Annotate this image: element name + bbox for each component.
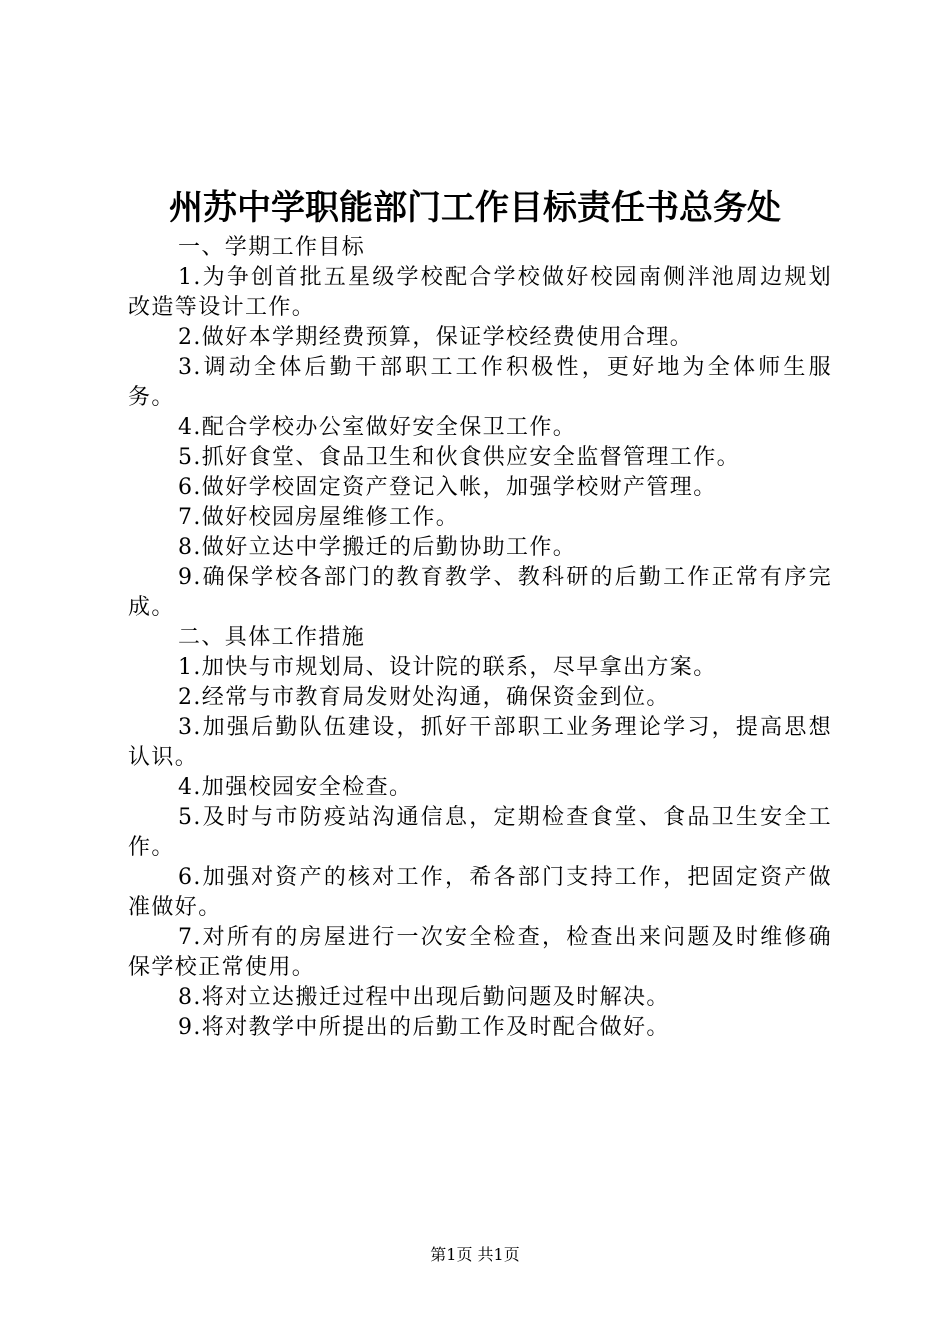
measure-item-2: 2.经常与市教育局发财处沟通，确保资金到位。 <box>178 685 670 710</box>
section-heading-measures: 二、具体工作措施 <box>178 625 366 650</box>
goal-item-9: 9.确保学校各部门的教育教学、教科研的后勤工作正常有序完成。 <box>128 565 832 620</box>
measure-item-7: 7.对所有的房屋进行一次安全检查，检查出来问题及时维修确保学校正常使用。 <box>128 925 832 980</box>
goal-item-4: 4.配合学校办公室做好安全保卫工作。 <box>178 415 577 440</box>
measure-item-3: 3.加强后勤队伍建设，抓好干部职工业务理论学习，提高思想认识。 <box>128 715 832 770</box>
measure-item-9: 9.将对教学中所提出的后勤工作及时配合做好。 <box>178 1015 670 1040</box>
measure-item-4: 4.加强校园安全检查。 <box>178 775 413 800</box>
goal-item-8: 8.做好立达中学搬迁的后勤协助工作。 <box>178 535 577 560</box>
goal-item-3: 3.调动全体后勤干部职工工作积极性，更好地为全体师生服务。 <box>128 355 832 410</box>
measure-item-5: 5.及时与市防疫站沟通信息，定期检查食堂、食品卫生安全工作。 <box>128 805 832 860</box>
measure-item-6: 6.加强对资产的核对工作，希各部门支持工作，把固定资产做准做好。 <box>128 865 832 920</box>
measure-item-1: 1.加快与市规划局、设计院的联系，尽早拿出方案。 <box>178 655 717 680</box>
section-heading-semester-goals: 一、学期工作目标 <box>178 235 366 260</box>
goal-item-5: 5.抓好食堂、食品卫生和伙食供应安全监督管理工作。 <box>178 445 740 470</box>
measure-item-8: 8.将对立达搬迁过程中出现后勤问题及时解决。 <box>178 985 670 1010</box>
goal-item-1: 1.为争创首批五星级学校配合学校做好校园南侧泮池周边规划改造等设计工作。 <box>128 265 832 320</box>
document-title: 州苏中学职能部门工作目标责任书总务处 <box>169 188 781 228</box>
goal-item-2: 2.做好本学期经费预算，保证学校经费使用合理。 <box>178 325 694 350</box>
goal-item-6: 6.做好学校固定资产登记入帐，加强学校财产管理。 <box>178 475 717 500</box>
goal-item-7: 7.做好校园房屋维修工作。 <box>178 505 460 530</box>
document-body <box>128 233 832 1043</box>
page-footer: 第1页 共1页 <box>430 1245 520 1264</box>
